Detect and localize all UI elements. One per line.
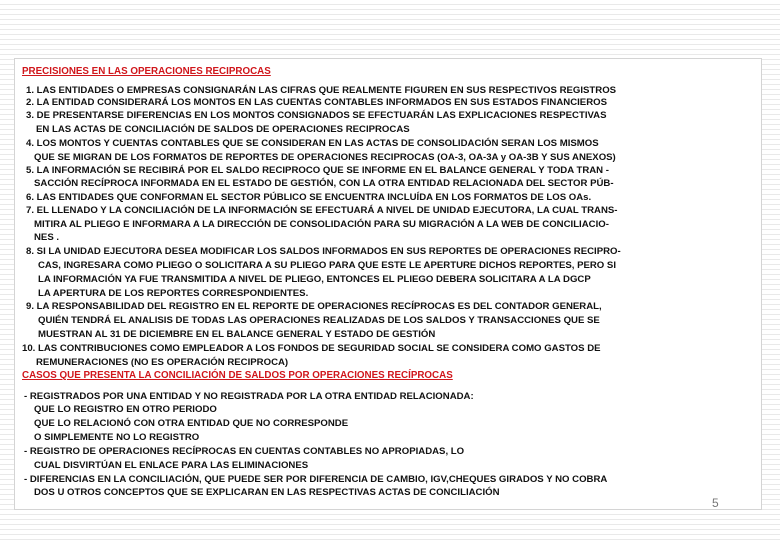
section-title-casos: CASOS QUE PRESENTA LA CONCILIACIÓN DE SALDOS POR OPERACIONES RECÍPROCAS	[22, 370, 453, 381]
text-line: - REGISTRO DE OPERACIONES RECÍPROCAS EN CUENTAS CONTABLES NO APROPIADAS, LO	[24, 446, 465, 457]
text-line: 5. LA INFORMACIÓN SE RECIBIRÁ POR EL SALDO RECIPROCO QUE SE INFORME EN EL BALANCE GENERAL Y TODA TRAN -	[26, 165, 609, 176]
text-line: CAS, INGRESARA COMO PLIEGO O SOLICITARA A SU PLIEGO PARA QUE ESTE LE APERTURE DICHOS REPORTES, PERO SI	[38, 260, 616, 271]
text-line: 2. LA ENTIDAD CONSIDERARÁ LOS MONTOS EN LAS CUENTAS CONTABLES INFORMADOS EN SUS ESTADOS FINANCIEROS	[26, 97, 607, 108]
text-line: CUAL DISVIRTÚAN EL ENLACE PARA LAS ELIMINACIONES	[34, 460, 309, 471]
text-line: - REGISTRADOS POR UNA ENTIDAD Y NO REGISTRADA POR LA OTRA ENTIDAD RELACIONADA:	[24, 391, 474, 402]
text-line: 4. LOS MONTOS Y CUENTAS CONTABLES QUE SE CONSIDERAN EN LAS ACTAS DE CONSOLIDACIÓN SERAN LOS MISMOS	[26, 138, 599, 149]
text-line: 8. SI LA UNIDAD EJECUTORA DESEA MODIFICAR LOS SALDOS INFORMADOS EN SUS REPORTES DE OPERACIONES RECIPRO-	[26, 246, 621, 257]
text-line: LA INFORMACIÓN YA FUE TRANSMITIDA A NIVEL DE PLIEGO, ENTONCES EL PLIEGO DEBERA SOLICITARA A LA DGCP	[38, 274, 591, 285]
text-line: 7. EL LLENADO Y LA CONCILIACIÓN DE LA INFORMACIÓN SE EFECTUARÁ A NIVEL DE UNIDAD EJECUTORA, LA CUAL TRANS-	[26, 205, 618, 216]
section-title-precisiones: PRECISIONES EN LAS OPERACIONES RECIPROCAS	[22, 66, 271, 77]
text-line: 10. LAS CONTRIBUCIONES COMO EMPLEADOR A LOS FONDOS DE SEGURIDAD SOCIAL SE CONSIDERA COMO GASTOS DE	[22, 343, 601, 354]
text-line: LA APERTURA DE LOS REPORTES CORRESPONDIENTES.	[38, 288, 309, 299]
text-line: 1. LAS ENTIDADES O EMPRESAS CONSIGNARÁN LAS CIFRAS QUE REALMENTE FIGUREN EN SUS RESPECTIVOS REGISTROS	[26, 85, 617, 96]
text-line: 6. LAS ENTIDADES QUE CONFORMAN EL SECTOR PÚBLICO SE ENCUENTRA INCLUÍDA EN LOS FORMATOS DE LOS OAs.	[26, 192, 592, 203]
text-line: MITIRA AL PLIEGO E INFORMARA A LA DIRECCIÓN DE CONSOLIDACIÓN PARA SU MIGRACIÓN A LA WEB DE CONCILIACIO-	[34, 219, 609, 230]
text-line: QUE SE MIGRAN DE LOS FORMATOS DE REPORTES DE OPERACIONES RECIPROCAS (OA-3, OA-3A y OA-3B Y SUS ANEXOS)	[34, 152, 616, 163]
page-number: 5	[712, 496, 719, 510]
text-line: MUESTRAN AL 31 DE DICIEMBRE EN EL BALANCE GENERAL Y ESTADO DE GESTIÓN	[38, 329, 436, 340]
text-line: DOS U OTROS CONCEPTOS QUE SE EXPLICARAN EN LAS RESPECTIVAS ACTAS DE CONCILIACIÓN	[34, 487, 500, 498]
text-line: 9. LA RESPONSABILIDAD DEL REGISTRO EN EL REPORTE DE OPERACIONES RECÍPROCAS ES DEL CONTADOR GENERAL,	[26, 301, 602, 312]
text-line: 3. DE PRESENTARSE DIFERENCIAS EN LOS MONTOS CONSIGNADOS SE EFECTUARÁN LAS EXPLICACIONES RESPECTIVAS	[26, 110, 607, 121]
text-line: - DIFERENCIAS EN LA CONCILIACIÓN, QUE PUEDE SER POR DIFERENCIA DE CAMBIO, IGV,CHEQUES GIRADOS Y NO COBRA	[24, 474, 608, 485]
text-line: QUE LO RELACIONÓ CON OTRA ENTIDAD QUE NO CORRESPONDE	[34, 418, 349, 429]
text-line: O SIMPLEMENTE NO LO REGISTRO	[34, 432, 200, 443]
text-line: NES .	[34, 232, 60, 243]
text-line: SACCIÓN RECÍPROCA INFORMADA EN EL ESTADO DE GESTIÓN, CON LA OTRA ENTIDAD RELACIONADA DEL SECTOR PÚB-	[34, 178, 614, 189]
text-line: EN LAS ACTAS DE CONCILIACIÓN DE SALDOS DE OPERACIONES RECIPROCAS	[36, 124, 410, 135]
text-line: QUE LO REGISTRO EN OTRO PERIODO	[34, 404, 217, 415]
text-line: REMUNERACIONES (NO ES OPERACIÓN RECIPROCA)	[36, 357, 289, 368]
text-line: QUIÉN TENDRÁ EL ANALISIS DE TODAS LAS OPERACIONES REALIZADAS DE LOS SALDOS Y TRANSACCIONES QUE SE	[38, 315, 600, 326]
